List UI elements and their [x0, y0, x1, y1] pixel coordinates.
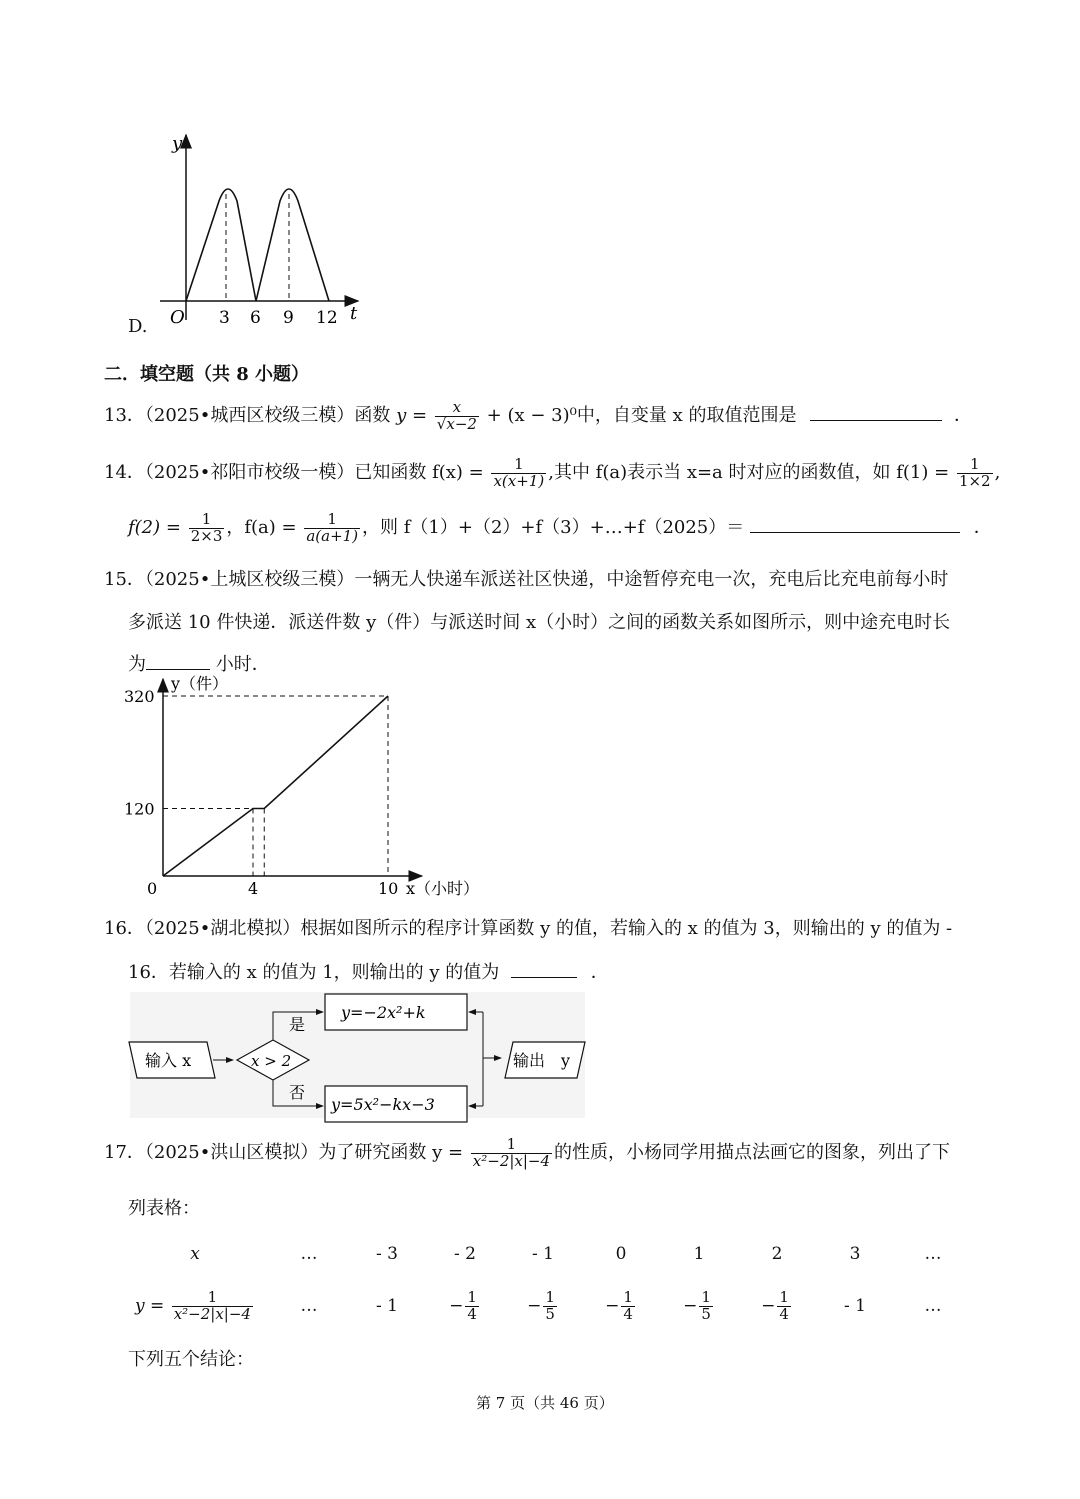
table-cell: …	[924, 1296, 942, 1316]
table-cell: …	[300, 1244, 318, 1264]
minus-sign: −	[527, 1295, 542, 1316]
question-16	[104, 914, 952, 940]
table-cell: - 1	[844, 1296, 866, 1316]
q14-frac4-num: 1	[327, 509, 337, 528]
question-14	[104, 455, 1000, 491]
question-17	[104, 1135, 950, 1171]
conclusion-intro: 下列五个结论：	[128, 1349, 254, 1370]
minus-sign: −	[605, 1295, 620, 1316]
q13-text: 函数	[354, 405, 397, 426]
table-fraction	[465, 1287, 479, 1323]
flow-output-label: 输出 y	[513, 1051, 571, 1070]
q15-line3	[128, 650, 270, 676]
q15-source: （2025•上城区校级三模）	[144, 569, 355, 590]
table-cell: 3	[849, 1244, 861, 1264]
q15-chart	[118, 674, 488, 900]
q17-fraction	[471, 1134, 552, 1170]
q13-fraction	[435, 397, 479, 433]
flow-input-label: 输入 x	[145, 1051, 192, 1070]
q16-flowchart	[125, 988, 590, 1120]
table-y-fraction	[172, 1287, 253, 1323]
table-fraction	[621, 1287, 635, 1323]
q14-fraction-3	[189, 509, 225, 545]
table-fraction	[777, 1287, 791, 1323]
graph-d-tick: 6	[250, 308, 261, 328]
graph-d	[120, 125, 380, 340]
table-cell: …	[924, 1244, 942, 1264]
graph-d-tick: 9	[283, 308, 294, 328]
graph-d-tick: 12	[316, 308, 338, 328]
graph-d-origin: O	[170, 307, 185, 328]
table-cell: - 1	[376, 1296, 398, 1316]
table-cell: 0	[615, 1244, 627, 1264]
frac-den: 5	[701, 1304, 711, 1323]
table-row	[120, 1278, 972, 1334]
table-cell: …	[300, 1296, 318, 1316]
frac-num: 1	[545, 1287, 555, 1306]
y-tick-label: 120	[124, 799, 155, 819]
option-d-label: D.	[128, 316, 148, 337]
q13-number: 13．	[104, 405, 145, 426]
minus-sign: −	[761, 1295, 776, 1316]
y-axis-label: y（件）	[171, 674, 229, 694]
q17-source: （2025•洪山区模拟）	[144, 1142, 319, 1163]
q16-line2	[128, 958, 609, 984]
q16-answer-blank[interactable]	[511, 977, 577, 978]
y-tick-label: 320	[124, 687, 155, 706]
q17-line2: 列表格：	[128, 1198, 200, 1219]
x-axis-label: x（小时）	[406, 879, 480, 898]
q14-answer-blank[interactable]	[750, 532, 960, 533]
q14-frac2-den: 1×2	[958, 471, 991, 490]
series-line	[163, 696, 388, 876]
table-cell: - 3	[376, 1244, 398, 1264]
table-y-label: y =	[135, 1295, 165, 1316]
q14-frac4-den: a(a+1)	[306, 526, 359, 545]
question-15	[104, 565, 948, 591]
q14-frac3-den: 2×3	[190, 526, 223, 545]
q14-text-b-end: ,	[994, 462, 1001, 483]
q15-number: 15．	[104, 569, 145, 590]
table-row	[120, 1230, 972, 1278]
table-y-frac-den: x²−2|x|−4	[173, 1304, 251, 1323]
q14-fraction-2	[957, 454, 993, 490]
flow-condition-label: x > 2	[251, 1052, 292, 1070]
q14-frac2-num: 1	[969, 454, 980, 473]
q14-line2-c: ，则 f（1）+（2）+f（3）+…+f（2025）＝	[362, 517, 745, 538]
flow-yes-label: 是	[289, 1015, 306, 1034]
q14-source: （2025•祁阳市校级一模）	[144, 462, 355, 483]
frac-num: 1	[701, 1287, 711, 1306]
frac-den: 4	[467, 1304, 477, 1323]
table-cell	[504, 1278, 582, 1334]
q15-line3-a: 为	[128, 654, 146, 675]
q15-line3-b: 小时．	[210, 654, 270, 675]
graph-d-tick: 3	[219, 308, 230, 328]
table-fraction	[699, 1287, 713, 1323]
graph-d-y-label: y	[172, 133, 183, 154]
q14-frac1-num: 1	[514, 454, 524, 473]
q14-line2-b: ，f(a) =	[226, 517, 297, 538]
q14-frac1-den: x(x+1)	[493, 471, 545, 490]
question-13	[104, 398, 972, 434]
table-cell	[738, 1278, 816, 1334]
table-cell	[426, 1278, 504, 1334]
q13-frac-den: √x−2	[436, 414, 477, 433]
q14-frac3-num: 1	[201, 509, 212, 528]
q16-number: 16．	[104, 918, 145, 939]
q15-line2: 多派送 10 件快递．派送件数 y（件）与派送时间 x（小时）之间的函数关系如图所示，则中途充电时长	[128, 612, 951, 633]
frac-den: 4	[779, 1304, 789, 1323]
q14-line2-a: f(2) =	[128, 517, 181, 538]
q15-line1: 一辆无人快递车派送社区快递，中途暂停充电一次，充电后比充电前每小时	[354, 569, 949, 590]
q14-fraction-1	[491, 454, 546, 490]
q14-fraction-4	[304, 509, 360, 545]
minus-sign: −	[449, 1295, 464, 1316]
q17-number: 17．	[104, 1142, 145, 1163]
flow-top-formula: y=−2x²+k	[341, 1003, 426, 1022]
x-tick-label: 10	[378, 879, 399, 898]
q14-text-b: ,其中 f(a)表示当 x=a 时对应的函数值，如 f(1) =	[548, 462, 950, 483]
frac-den: 4	[623, 1304, 633, 1323]
table-header-y	[120, 1278, 270, 1334]
frac-num: 1	[779, 1287, 789, 1306]
frac-num: 1	[623, 1287, 633, 1306]
q14-text: 已知函数 f(x) =	[354, 462, 484, 483]
frac-num: 1	[467, 1287, 477, 1306]
q13-answer-blank[interactable]	[810, 420, 942, 421]
q14-end: ．	[973, 517, 992, 538]
table-cell	[582, 1278, 660, 1334]
q13-formula-y: y =	[396, 405, 428, 426]
table-header-x: x	[190, 1244, 200, 1264]
q13-end: ．	[953, 405, 972, 426]
table-fraction	[543, 1287, 557, 1323]
q13-frac-num: x	[452, 397, 462, 416]
graph-d-curve	[186, 189, 329, 301]
q17-text-b: 的性质，小杨同学用描点法画它的图象，列出了下	[554, 1142, 951, 1163]
x-tick-label: 4	[248, 879, 259, 898]
q16-source: （2025•湖北模拟）	[144, 918, 301, 939]
q13-source: （2025•城西区校级三模）	[144, 405, 355, 426]
table-cell: 2	[771, 1244, 783, 1264]
q15-answer-blank[interactable]	[146, 669, 210, 670]
graph-d-t-label: t	[350, 303, 358, 324]
page-footer: 第 7 页（共 46 页）	[476, 1394, 614, 1412]
q17-frac-den: x²−2|x|−4	[472, 1151, 551, 1170]
origin-label: 0	[147, 879, 158, 898]
table-cell: - 2	[454, 1244, 476, 1264]
flow-bottom-formula: y=5x²−kx−3	[331, 1095, 435, 1114]
q16-line2-a: 16．若输入的 x 的值为 1，则输出的 y 的值为	[128, 962, 500, 983]
q17-value-table	[120, 1230, 972, 1334]
q16-line1: 根据如图所示的程序计算函数 y 的值，若输入的 x 的值为 3，则输出的 y 的值为 -	[300, 918, 953, 939]
table-cell: 1	[693, 1244, 705, 1264]
flow-no-label: 否	[289, 1083, 306, 1102]
table-cell: - 1	[532, 1244, 554, 1264]
frac-den: 5	[545, 1304, 555, 1323]
minus-sign: −	[683, 1295, 698, 1316]
q16-end: ．	[590, 962, 609, 983]
table-y-frac-num: 1	[207, 1287, 218, 1306]
question-14-line-2	[128, 510, 992, 546]
q17-text-a: 为了研究函数 y =	[318, 1142, 464, 1163]
q14-number: 14．	[104, 462, 145, 483]
q13-formula-tail: + (x − 3)⁰中，自变量 x 的取值范围是	[486, 405, 797, 426]
section-title: 二．填空题（共 8 小题）	[104, 364, 310, 385]
table-cell	[660, 1278, 738, 1334]
q17-frac-num: 1	[506, 1134, 517, 1153]
